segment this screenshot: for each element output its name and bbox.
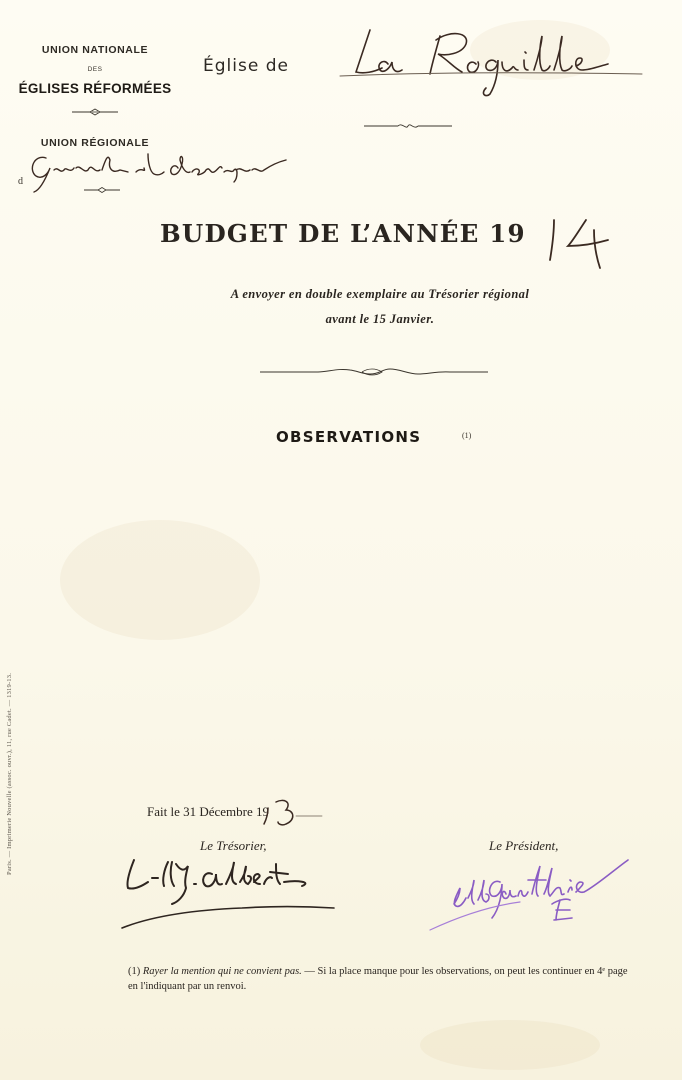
president-label: Le Président, xyxy=(489,838,559,853)
tresorier-signature xyxy=(112,852,342,934)
ornament-rule xyxy=(258,365,490,379)
observations-note-ref: (1) xyxy=(462,431,472,440)
observations-heading: OBSERVATIONS xyxy=(276,428,422,446)
president-signature xyxy=(420,852,640,934)
region-handwritten xyxy=(24,144,294,194)
region-prefix: d xyxy=(18,176,23,187)
church-name-handwritten xyxy=(330,22,650,102)
footnote xyxy=(128,964,628,994)
des-label: DES xyxy=(87,66,103,73)
instruction-line-1: A envoyer en double exemplaire au Trésorier régional xyxy=(230,287,530,301)
printer-imprint-text: Paris. — Imprimerie Nouvelle (assoc. ouvr.), 11, rue Cadet. — 1319-13. xyxy=(6,672,13,875)
ornament-divider xyxy=(70,107,120,117)
ornament-divider xyxy=(362,121,454,131)
fait-le-label: Fait le 31 Décembre 19 xyxy=(147,804,270,819)
eglises-reformees-label: ÉGLISES RÉFORMÉES xyxy=(18,81,172,96)
fait-year-handwritten xyxy=(262,794,332,830)
union-nationale-label: UNION NATIONALE xyxy=(41,44,149,56)
footnote-text: — Si la place manque pour les observations, on peut les continuer en 4ᵉ page en l'indiquant par un renvoi. xyxy=(128,966,628,992)
union-regionale-label: UNION RÉGIONALE xyxy=(40,137,150,149)
printer-imprint xyxy=(6,672,16,885)
ornament-divider-small xyxy=(82,186,122,194)
year-handwritten xyxy=(538,212,618,272)
footnote-italic: Rayer la mention qui ne convient pas. xyxy=(142,966,302,977)
eglise-label: Église de xyxy=(203,56,289,76)
instruction-line-2: avant le 15 Janvier. xyxy=(325,312,435,326)
tresorier-label: Le Trésorier, xyxy=(200,838,267,853)
footnote-ref: (1) xyxy=(128,966,141,977)
budget-title: BUDGET DE L’ANNÉE 19 xyxy=(160,219,526,248)
